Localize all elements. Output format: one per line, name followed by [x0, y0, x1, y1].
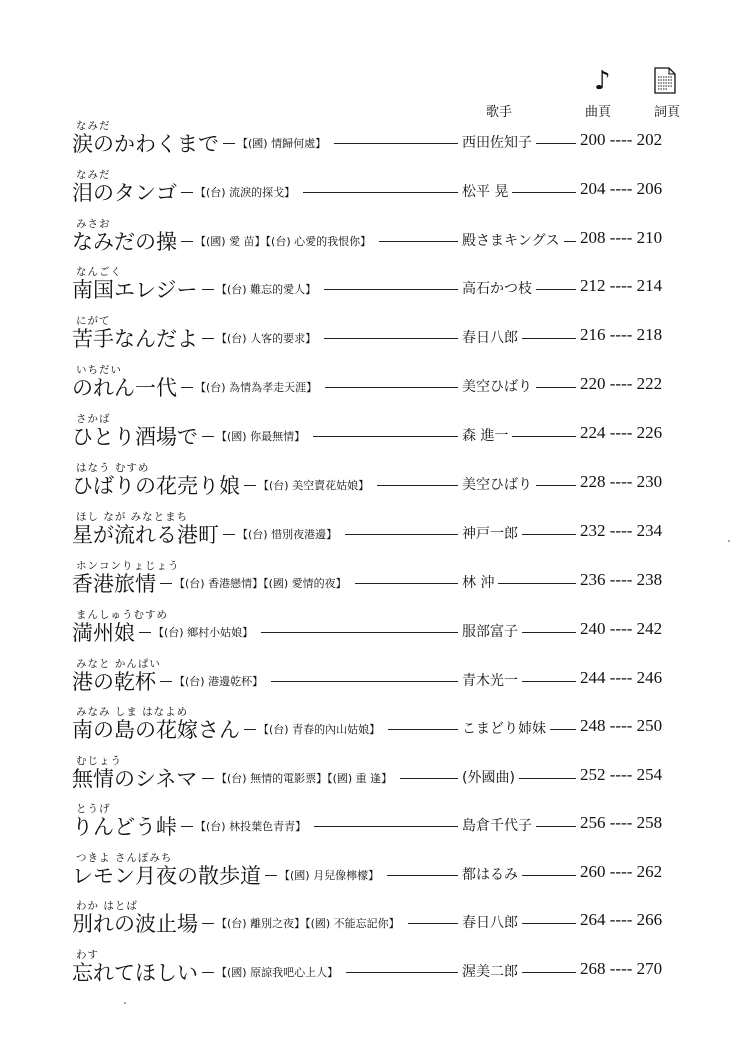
furigana-reading: わす: [76, 949, 99, 961]
lyrics-page-number[interactable]: 230: [636, 472, 663, 491]
score-page-number[interactable]: 212: [580, 276, 606, 295]
score-page-number[interactable]: 236: [580, 570, 606, 589]
toc-entry[interactable]: [0, 656, 750, 706]
page-separator: ----: [605, 716, 637, 735]
singer-name: 殿さまキングス: [462, 233, 560, 249]
toc-entry[interactable]: [0, 801, 750, 851]
page-leader: [550, 729, 576, 730]
dot-leader: [261, 632, 458, 633]
dot-leader: [324, 289, 458, 290]
singer-name: 春日八郎: [462, 330, 518, 346]
print-speck: [728, 540, 730, 542]
page-leader: [522, 534, 576, 535]
music-note-icon: ♪: [594, 66, 611, 96]
song-title: 忘れてほしい: [72, 961, 198, 985]
dot-leader: [313, 436, 458, 437]
toc-entry[interactable]: [0, 264, 750, 314]
song-title: のれん一代: [72, 376, 177, 400]
page-separator: ----: [605, 619, 637, 638]
lyrics-page-number[interactable]: 238: [636, 570, 663, 589]
print-speck: [124, 1002, 126, 1004]
page-leader: [522, 972, 576, 973]
song-title: なみだの操: [72, 230, 177, 254]
song-title: 別れの波止場: [72, 912, 198, 936]
title-dash: [202, 289, 214, 290]
dot-leader: [314, 826, 458, 827]
toc-entry[interactable]: [0, 753, 750, 803]
page-separator: ----: [605, 521, 637, 540]
page-leader: [536, 289, 576, 290]
page-leader: [564, 241, 576, 242]
translation-note: 【(台) 香港戀情】【(國) 愛情的夜】: [174, 575, 351, 591]
dot-leader: [355, 583, 458, 584]
page-separator: ----: [605, 813, 637, 832]
page-separator: ----: [605, 130, 637, 149]
title-dash: [202, 923, 214, 924]
translation-note: 【(台) 流淚的探戈】: [195, 184, 299, 200]
translation-note: 【(國) 愛 苗】【(台) 心愛的我恨你】: [195, 233, 375, 249]
page-separator: ----: [605, 179, 637, 198]
page-separator: ----: [605, 668, 637, 687]
furigana-reading: さかば: [76, 413, 111, 425]
page-numbers: [580, 325, 662, 345]
page-leader: [536, 387, 576, 388]
singer-name: 林 沖: [462, 575, 495, 591]
score-page-number[interactable]: 232: [580, 521, 606, 540]
furigana-reading: まんしゅうむすめ: [76, 609, 168, 621]
singer-name: 美空ひばり: [462, 379, 532, 395]
singer-name: 美空ひばり: [462, 477, 532, 493]
furigana-reading: ほし なが みなとまち: [76, 511, 189, 523]
title-dash: [223, 143, 235, 144]
furigana-reading: みなと かんぱい: [76, 658, 161, 670]
page-numbers: [580, 374, 662, 394]
translation-note: 【(台) 離別之夜】【(國) 不能忘記你】: [216, 915, 404, 931]
lyrics-page-number[interactable]: 206: [636, 179, 663, 198]
page-numbers: [580, 910, 662, 930]
translation-note: 【(國) 你最無情】: [216, 428, 309, 444]
toc-entry[interactable]: [0, 362, 750, 412]
furigana-reading: つきよ さんぽみち: [76, 852, 173, 864]
score-page-number[interactable]: 200: [580, 130, 606, 149]
page-leader: [522, 875, 576, 876]
toc-entry[interactable]: [0, 411, 750, 461]
singer-name: 都はるみ: [462, 867, 518, 883]
page-separator: ----: [605, 228, 637, 247]
translation-note: 【(國) 原諒我吧心上人】: [216, 964, 342, 980]
lyrics-page-number[interactable]: 270: [636, 959, 663, 978]
page-separator: ----: [605, 276, 637, 295]
title-dash: [181, 826, 193, 827]
score-page-number[interactable]: 228: [580, 472, 606, 491]
song-title: 星が流れる港町: [72, 523, 219, 547]
page-leader: [522, 681, 576, 682]
singer-name: (外國曲): [462, 770, 515, 786]
song-title: りんどう峠: [72, 815, 177, 839]
page-numbers: [580, 862, 662, 882]
furigana-reading: はなう むすめ: [76, 462, 150, 474]
toc-entry[interactable]: [0, 850, 750, 900]
furigana-reading: なみだ: [76, 120, 111, 132]
toc-entry[interactable]: [0, 509, 750, 559]
page-leader: [512, 192, 576, 193]
page-separator: ----: [605, 862, 637, 881]
title-dash: [202, 778, 214, 779]
translation-note: 【(台) 林投葉色青青】: [195, 818, 310, 834]
title-dash: [265, 875, 277, 876]
page-numbers: [580, 619, 662, 639]
page-separator: ----: [605, 423, 637, 442]
singer-name: 高石かつ枝: [462, 281, 532, 297]
lyrics-page-number[interactable]: 262: [636, 862, 663, 881]
lyrics-page-number[interactable]: 266: [636, 910, 663, 929]
score-page-number[interactable]: 268: [580, 959, 606, 978]
song-title: ひとり酒場で: [72, 425, 198, 449]
score-page-number[interactable]: 240: [580, 619, 606, 638]
title-dash: [139, 632, 151, 633]
furigana-reading: なみだ: [76, 169, 111, 181]
toc-entry[interactable]: [0, 558, 750, 608]
singer-name: 渥美二郎: [462, 964, 518, 980]
translation-note: 【(台) 為情為孝走天涯】: [195, 379, 321, 395]
dot-leader: [324, 338, 458, 339]
lyrics-page-number[interactable]: 226: [636, 423, 663, 442]
page-separator: ----: [605, 765, 637, 784]
page-leader: [536, 485, 576, 486]
title-dash: [160, 681, 172, 682]
song-title: 香港旅情: [72, 572, 156, 596]
furigana-reading: みさお: [76, 218, 111, 230]
song-title: 泪のタンゴ: [72, 181, 177, 205]
page-numbers: [580, 765, 662, 785]
dot-leader: [334, 143, 458, 144]
page-leader: [522, 632, 576, 633]
translation-note: 【(台) 鄉村小姑娘】: [153, 624, 257, 640]
furigana-reading: なんごく: [76, 266, 122, 278]
page-numbers: [580, 668, 662, 688]
score-page-number[interactable]: 248: [580, 716, 606, 735]
dot-leader: [271, 681, 458, 682]
page-numbers: [580, 959, 662, 979]
page-separator: ----: [605, 570, 637, 589]
page-leader: [536, 826, 576, 827]
dot-leader: [345, 534, 458, 535]
page-separator: ----: [605, 472, 637, 491]
page-leader: [519, 778, 576, 779]
furigana-reading: ホンコンりょじょう: [76, 560, 180, 572]
lyrics-page-number[interactable]: 254: [636, 765, 663, 784]
page-leader: [536, 143, 576, 144]
title-dash: [202, 972, 214, 973]
song-title: 満州娘: [72, 621, 135, 645]
score-page-number[interactable]: 216: [580, 325, 606, 344]
score-page-number[interactable]: 204: [580, 179, 606, 198]
song-title: レモン月夜の散歩道: [72, 864, 261, 888]
dot-leader: [408, 923, 458, 924]
title-dash: [202, 338, 214, 339]
song-title: 無情のシネマ: [72, 767, 198, 791]
score-page-number[interactable]: 224: [580, 423, 606, 442]
lyrics-page-number[interactable]: 202: [636, 130, 663, 149]
page-numbers: [580, 472, 662, 492]
lyrics-page-number[interactable]: 246: [636, 668, 663, 687]
translation-note: 【(台) 惜別夜港邊】: [237, 526, 341, 542]
title-dash: [181, 192, 193, 193]
dot-leader: [303, 192, 458, 193]
title-dash: [181, 387, 193, 388]
furigana-reading: とうげ: [76, 803, 111, 815]
song-title: 苦手なんだよ: [72, 327, 198, 351]
singer-column-label: 歌手: [486, 105, 513, 120]
page-separator: ----: [605, 959, 637, 978]
translation-note: 【(台) 無情的電影票】【(國) 重 逢】: [216, 770, 396, 786]
toc-entry[interactable]: [0, 167, 750, 217]
title-dash: [223, 534, 235, 535]
singer-name: こまどり姉妹: [462, 721, 546, 737]
toc-entry[interactable]: [0, 118, 750, 168]
singer-name: 西田佐知子: [462, 135, 532, 151]
score-page-number[interactable]: 220: [580, 374, 606, 393]
song-title: 涙のかわくまで: [72, 132, 219, 156]
singer-name: 神戸一郎: [462, 526, 518, 542]
furigana-reading: にがて: [76, 315, 111, 327]
page-numbers: [580, 813, 662, 833]
toc-entry[interactable]: [0, 898, 750, 948]
furigana-reading: みなみ しま はなよめ: [76, 706, 189, 718]
furigana-reading: むじょう: [76, 755, 122, 767]
furigana-reading: いちだい: [76, 364, 122, 376]
score-page-number[interactable]: 264: [580, 910, 606, 929]
translation-note: 【(台) 美空賣花姑娘】: [258, 477, 373, 493]
score-page-number[interactable]: 244: [580, 668, 606, 687]
singer-name: 春日八郎: [462, 915, 518, 931]
page-numbers: [580, 716, 662, 736]
score-page-number[interactable]: 256: [580, 813, 606, 832]
page-numbers: [580, 228, 662, 248]
translation-note: 【(台) 港邊乾杯】: [174, 673, 267, 689]
page-separator: ----: [605, 325, 637, 344]
toc-entry[interactable]: [0, 607, 750, 657]
page-leader: [498, 583, 576, 584]
lyrics-page-number[interactable]: 258: [636, 813, 663, 832]
toc-entry[interactable]: [0, 947, 750, 997]
page-numbers: [580, 130, 662, 150]
lyrics-page-number[interactable]: 250: [636, 716, 663, 735]
dot-leader: [346, 972, 458, 973]
page-leader: [522, 338, 576, 339]
title-dash: [181, 241, 193, 242]
singer-name: 青木光一: [462, 673, 518, 689]
document-icon: [654, 67, 676, 94]
toc-entry[interactable]: [0, 216, 750, 266]
dot-leader: [400, 778, 458, 779]
lyrics-page-column-label: 詞頁: [654, 105, 681, 120]
score-page-number[interactable]: 260: [580, 862, 606, 881]
toc-entry[interactable]: [0, 704, 750, 754]
title-dash: [244, 729, 256, 730]
title-dash: [160, 583, 172, 584]
lyrics-page-number[interactable]: 242: [636, 619, 663, 638]
translation-note: 【(台) 青春的內山姑娘】: [258, 721, 384, 737]
lyrics-page-number[interactable]: 218: [636, 325, 663, 344]
score-page-number[interactable]: 252: [580, 765, 606, 784]
singer-name: 島倉千代子: [462, 818, 532, 834]
page-numbers: [580, 276, 662, 296]
page-separator: ----: [605, 374, 637, 393]
page-numbers: [580, 570, 662, 590]
singer-name: 森 進一: [462, 428, 509, 444]
dot-leader: [388, 729, 458, 730]
singer-name: 松平 晃: [462, 184, 509, 200]
translation-note: 【(國) 月兒像檸檬】: [279, 867, 383, 883]
song-title: ひばりの花売り娘: [72, 474, 240, 498]
furigana-reading: わか はとば: [76, 900, 138, 912]
toc-entry[interactable]: [0, 313, 750, 363]
lyrics-page-number[interactable]: 210: [636, 228, 663, 247]
dot-leader: [379, 241, 458, 242]
title-dash: [202, 436, 214, 437]
translation-note: 【(台) 難忘的愛人】: [216, 281, 320, 297]
dot-leader: [377, 485, 458, 486]
dot-leader: [387, 875, 458, 876]
toc-entry[interactable]: [0, 460, 750, 510]
lyrics-page-number[interactable]: 234: [636, 521, 663, 540]
translation-note: 【(台) 人客的要求】: [216, 330, 320, 346]
page-numbers: [580, 423, 662, 443]
page-numbers: [580, 521, 662, 541]
page-leader: [522, 923, 576, 924]
song-title: 南国エレジー: [72, 278, 198, 302]
song-title: 南の島の花嫁さん: [72, 718, 240, 742]
translation-note: 【(國) 情歸何處】: [237, 135, 330, 151]
song-title: 港の乾杯: [72, 670, 156, 694]
page-leader: [512, 436, 576, 437]
page-numbers: [580, 179, 662, 199]
singer-name: 服部富子: [462, 624, 518, 640]
lyrics-page-number[interactable]: 222: [636, 374, 663, 393]
score-page-number[interactable]: 208: [580, 228, 606, 247]
score-page-column-label: 曲頁: [585, 105, 612, 120]
title-dash: [244, 485, 256, 486]
dot-leader: [325, 387, 458, 388]
lyrics-page-number[interactable]: 214: [636, 276, 663, 295]
page-separator: ----: [605, 910, 637, 929]
